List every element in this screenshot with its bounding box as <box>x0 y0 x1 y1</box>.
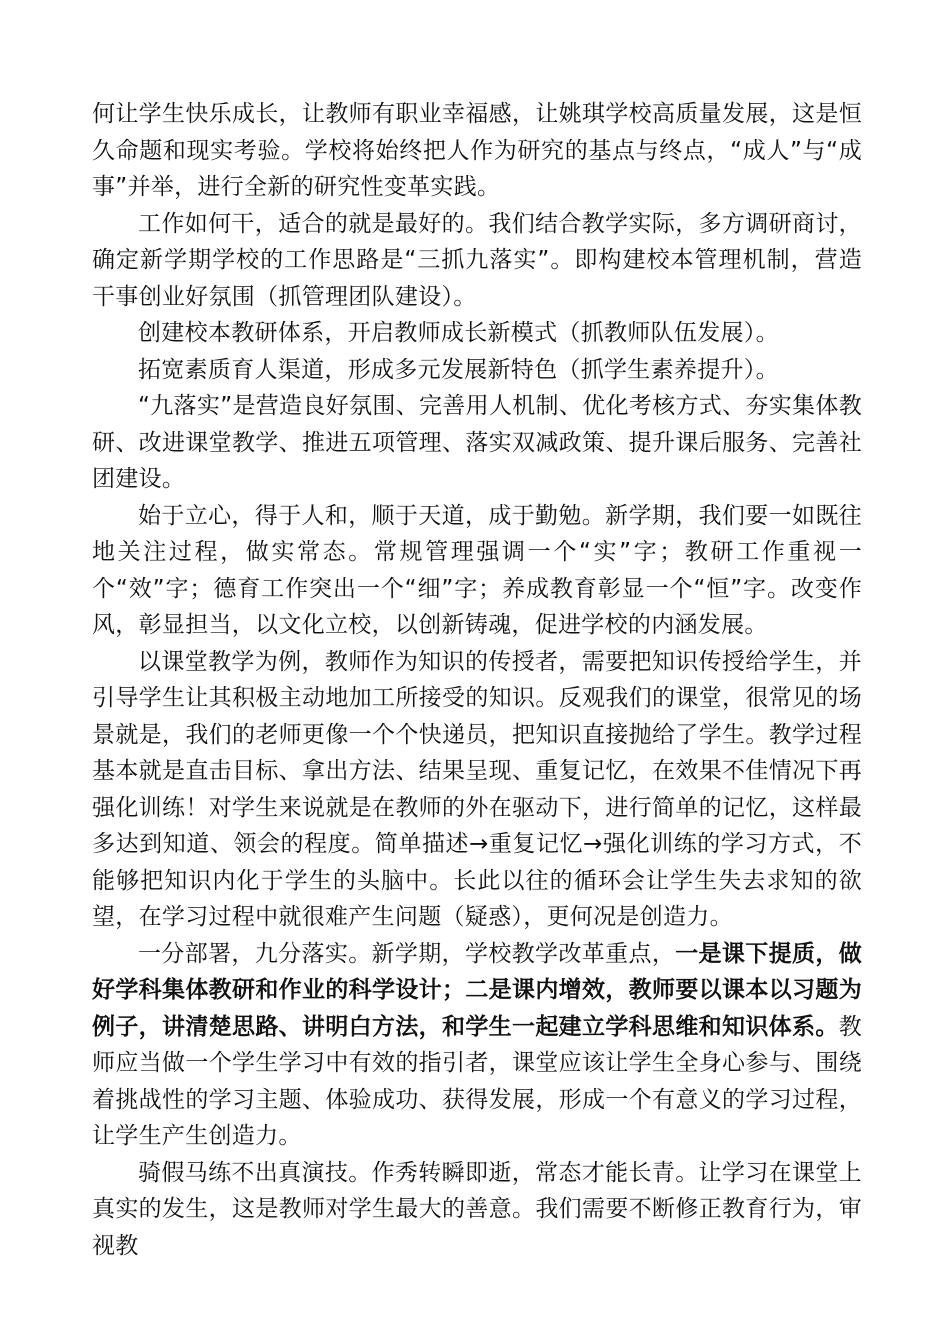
paragraph-8-tail: 教师应当做一个学生学习中有效的指引者，课堂应该让学生全身心参与、围绕着挑战性的学习主题、体验成功、获得发展，形成一个有意义的学习过程，让学生产生创造力。 <box>92 1013 862 1149</box>
paragraph-1: 何让学生快乐成长，让教师有职业幸福感，让姚琪学校高质量发展，这是恒久命题和现实考验。学校将始终把人作为研究的基点与终点，“成人”与“成事”并举，进行全新的研究性变革实践。 <box>92 101 862 200</box>
paragraph-7: 以课堂教学为例，教师作为知识的传授者，需要把知识传授给学生，并引导学生让其积极主动地加工所接受的知识。反观我们的课堂，很常见的场景就是，我们的老师更像一个个快递员，把知识直接抛给了学生。教学过程基本就是直击目标、拿出方法、结果呈现、重复记忆，在效果不佳情况下再强化训练！对学生来说就是在教师的外在驱动下，进行简单的记忆，这样最多达到知道、领会的程度。简单描述→重复记忆→强化训练的学习方式，不能够把知识内化于学生的头脑中。长此以往的循环会让学生失去求知的欲望，在学习过程中就很难产生问题（疑惑），更何况是创造力。 <box>92 648 862 930</box>
paragraph-3: 创建校本教研体系，开启教师成长新模式（抓教师队伍发展）。 <box>138 320 779 346</box>
paragraph-9: 骑假马练不出真演技。作秀转瞬即逝，常态才能长青。让学习在课堂上真实的发生，这是教师对学生最大的善意。我们需要不断修正教育行为，审视教 <box>92 1159 862 1259</box>
paragraph-2: 工作如何干，适合的就是最好的。我们结合教学实际，多方调研商讨，确定新学期学校的工作思路是“三抓九落实”。即构建校本管理机制，营造干事创业好氛围（抓管理团队建设）。 <box>92 210 862 310</box>
paragraph-4: 拓宽素质育人渠道，形成多元发展新特色（抓学生素养提升）。 <box>138 356 779 383</box>
paragraph-8-bold: 一是课下提质，做好学科集体教研和作业的科学设计；二是课内增效，教师要以课本以习题为例子，讲清楚思路、讲明白方法，和学生一起建立学科思维和知识体系。 <box>92 940 862 1040</box>
paragraph-8-lead: 一分部署，九分落实。新学期，学校教学改革重点， <box>138 940 676 967</box>
paragraph-8 <box>92 936 862 1155</box>
paragraph-5: “九落实”是营造良好氛围、完善用人机制、优化考核方式、夯实集体教研、改进课堂教学、推进五项管理、落实双减政策、提升课后服务、完善社团建设。 <box>92 393 862 492</box>
document-body <box>92 96 862 1264</box>
paragraph-6: 始于立心，得于人和，顺于天道，成于勤勉。新学期，我们要一如既往地关注过程，做实常态。常规管理强调一个“实”字；教研工作重视一个“效”字；德育工作突出一个“细”字；养成教育彰显一个“恒”字。改变作风，彰显担当，以文化立校，以创新铸魂，促进学校的内涵发展。 <box>92 502 862 638</box>
